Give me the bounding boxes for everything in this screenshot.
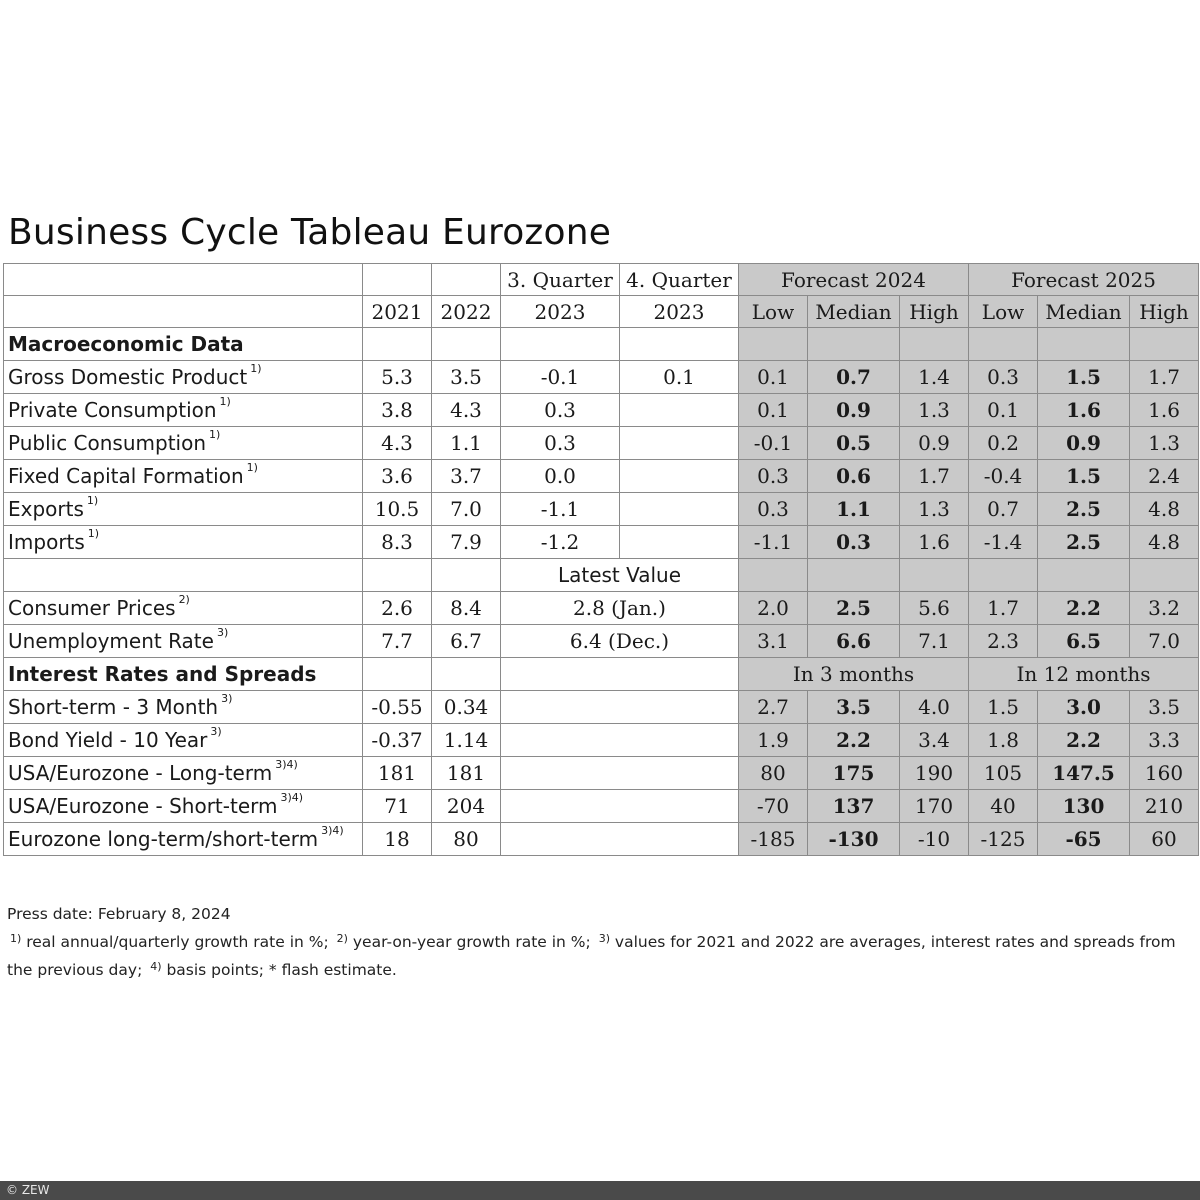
- cell-2021: 3.6: [363, 460, 432, 493]
- cell-q4: [620, 394, 739, 427]
- cell-2021: 8.3: [363, 526, 432, 559]
- cell-2022: 204: [432, 790, 501, 823]
- cell-q3: 0.0: [501, 460, 620, 493]
- cell-f24-low: 3.1: [739, 625, 808, 658]
- table-row: [4, 823, 1199, 856]
- cell-f24-low: 0.3: [739, 493, 808, 526]
- cell-2022: 3.5: [432, 361, 501, 394]
- cell-f24-low: -70: [739, 790, 808, 823]
- cell-f25-low: 1.8: [969, 724, 1038, 757]
- cell-f24-low: 0.1: [739, 394, 808, 427]
- cell-2022: 4.3: [432, 394, 501, 427]
- cell-f24-low: 1.9: [739, 724, 808, 757]
- cell-q4: [620, 427, 739, 460]
- cell-f24-high: 5.6: [900, 592, 969, 625]
- cell-f24-high: 1.4: [900, 361, 969, 394]
- cell-f25-median: 1.5: [1038, 361, 1130, 394]
- cell-2021: 5.3: [363, 361, 432, 394]
- header-f24-median: Median: [808, 296, 900, 328]
- table-row: [4, 592, 1199, 625]
- copyright-bar: © ZEW: [0, 1181, 1200, 1200]
- cell-f24-median: 2.2: [808, 724, 900, 757]
- row-label: Private Consumption $^{1)}$: [4, 394, 363, 427]
- table-row: [4, 691, 1199, 724]
- header-f25-low: Low: [969, 296, 1038, 328]
- header-f24-low: Low: [739, 296, 808, 328]
- cell-f24-low: 0.3: [739, 460, 808, 493]
- business-cycle-table: [3, 263, 1199, 856]
- cell-f25-low: -125: [969, 823, 1038, 856]
- cell-f25-low: 0.3: [969, 361, 1038, 394]
- cell-q4: [620, 460, 739, 493]
- row-label: Fixed Capital Formation $^{1)}$: [4, 460, 363, 493]
- header-2021: 2021: [363, 296, 432, 328]
- cell-2022: 8.4: [432, 592, 501, 625]
- cell-f24-low: 0.1: [739, 361, 808, 394]
- cell-2021: 181: [363, 757, 432, 790]
- cell-f25-low: 0.2: [969, 427, 1038, 460]
- section-row-macro: [4, 328, 1199, 361]
- cell-f25-median: 130: [1038, 790, 1130, 823]
- cell-f24-low: -0.1: [739, 427, 808, 460]
- cell-2022: 6.7: [432, 625, 501, 658]
- header-forecast-2025: Forecast 2025: [969, 264, 1199, 296]
- cell-f25-low: -1.4: [969, 526, 1038, 559]
- cell-f25-median: 147.5: [1038, 757, 1130, 790]
- cell-2022: 0.34: [432, 691, 501, 724]
- cell-f25-low: -0.4: [969, 460, 1038, 493]
- header-corner-2: [4, 296, 363, 328]
- cell-f24-median: 0.3: [808, 526, 900, 559]
- row-label: Short-term - 3 Month $^{3)}$: [4, 691, 363, 724]
- cell-2022: 80: [432, 823, 501, 856]
- cell-f25-low: 0.7: [969, 493, 1038, 526]
- cell-f24-low: -185: [739, 823, 808, 856]
- cell-q3: -1.2: [501, 526, 620, 559]
- cell-q4: 0.1: [620, 361, 739, 394]
- header-q4-top: 4. Quarter: [620, 264, 739, 296]
- header-forecast-2024: Forecast 2024: [739, 264, 969, 296]
- cell-f25-high: 7.0: [1130, 625, 1199, 658]
- footnotes: [7, 900, 1192, 984]
- cell-f24-low: 80: [739, 757, 808, 790]
- row-label: Gross Domestic Product $^{1)}$: [4, 361, 363, 394]
- cell-2022: 181: [432, 757, 501, 790]
- cell-f25-low: 0.1: [969, 394, 1038, 427]
- cell-f24-low: -1.1: [739, 526, 808, 559]
- cell-f25-high: 1.3: [1130, 427, 1199, 460]
- cell-2022: 1.1: [432, 427, 501, 460]
- cell-f24-high: -10: [900, 823, 969, 856]
- row-label: Consumer Prices $^{2)}$: [4, 592, 363, 625]
- cell-latest: 2.8 (Jan.): [501, 592, 739, 625]
- footnote-text: $^{1)}$ real annual/quarterly growth rate in %; $^{2)}$ year-on-year growth rate in %; $^{3)}$ values for 2021 and 2022 are averages, interest rates and spreads from the previous day; $^{4)}$ basis points; * flash estimate.: [7, 932, 1176, 979]
- cell-f24-median: 6.6: [808, 625, 900, 658]
- cell-2021: 3.8: [363, 394, 432, 427]
- cell-f25-high: 1.7: [1130, 361, 1199, 394]
- table-row: [4, 625, 1199, 658]
- cell-2021: 4.3: [363, 427, 432, 460]
- header-q3-top: 3. Quarter: [501, 264, 620, 296]
- latest-value-header: Latest Value: [501, 559, 739, 592]
- cell-2021: -0.37: [363, 724, 432, 757]
- section-title-rates: Interest Rates and Spreads: [4, 658, 363, 691]
- cell-f24-high: 190: [900, 757, 969, 790]
- cell-f24-median: 137: [808, 790, 900, 823]
- cell-f24-median: 0.5: [808, 427, 900, 460]
- cell-f24-high: 7.1: [900, 625, 969, 658]
- section-title-macro: Macroeconomic Data: [4, 328, 363, 361]
- cell-f25-high: 1.6: [1130, 394, 1199, 427]
- table-row: [4, 790, 1199, 823]
- cell-f25-high: 2.4: [1130, 460, 1199, 493]
- header-q3-year: 2023: [501, 296, 620, 328]
- cell-q4: [620, 526, 739, 559]
- header-row-2: [4, 296, 1199, 328]
- cell-f25-high: 210: [1130, 790, 1199, 823]
- cell-q3: -0.1: [501, 361, 620, 394]
- press-date: Press date: February 8, 2024: [7, 905, 231, 923]
- header-2022: 2022: [432, 296, 501, 328]
- table-row: [4, 427, 1199, 460]
- header-in-12-months: In 12 months: [969, 658, 1199, 691]
- cell-2021: 71: [363, 790, 432, 823]
- cell-f24-median: 0.7: [808, 361, 900, 394]
- cell-f24-median: 2.5: [808, 592, 900, 625]
- cell-q3: -1.1: [501, 493, 620, 526]
- cell-f25-high: 60: [1130, 823, 1199, 856]
- cell-f25-median: 2.2: [1038, 592, 1130, 625]
- header-f25-median: Median: [1038, 296, 1130, 328]
- cell-f25-low: 40: [969, 790, 1038, 823]
- cell-2021: 7.7: [363, 625, 432, 658]
- cell-f25-median: 6.5: [1038, 625, 1130, 658]
- header-f24-high: High: [900, 296, 969, 328]
- cell-f25-median: 1.5: [1038, 460, 1130, 493]
- cell-f24-high: 4.0: [900, 691, 969, 724]
- cell-f25-low: 105: [969, 757, 1038, 790]
- table-row: [4, 757, 1199, 790]
- cell-f24-high: 1.3: [900, 394, 969, 427]
- cell-f24-median: 0.6: [808, 460, 900, 493]
- cell-2022: 7.0: [432, 493, 501, 526]
- header-in-3-months: In 3 months: [739, 658, 969, 691]
- cell-f25-median: 2.5: [1038, 493, 1130, 526]
- cell-f24-high: 3.4: [900, 724, 969, 757]
- cell-f25-median: -65: [1038, 823, 1130, 856]
- cell-2021: -0.55: [363, 691, 432, 724]
- cell-2021: 2.6: [363, 592, 432, 625]
- latest-value-row: [4, 559, 1199, 592]
- cell-f25-median: 0.9: [1038, 427, 1130, 460]
- row-label: Unemployment Rate $^{3)}$: [4, 625, 363, 658]
- cell-f24-high: 170: [900, 790, 969, 823]
- cell-latest: 6.4 (Dec.): [501, 625, 739, 658]
- header-q4-year: 2023: [620, 296, 739, 328]
- row-label: USA/Eurozone - Short-term $^{3)4)}$: [4, 790, 363, 823]
- cell-f24-median: 0.9: [808, 394, 900, 427]
- row-label: Bond Yield - 10 Year $^{3)}$: [4, 724, 363, 757]
- cell-f25-high: 4.8: [1130, 493, 1199, 526]
- cell-f25-high: 160: [1130, 757, 1199, 790]
- header-corner-1: [4, 264, 363, 296]
- cell-f24-median: 3.5: [808, 691, 900, 724]
- cell-f25-median: 2.2: [1038, 724, 1130, 757]
- cell-f24-high: 0.9: [900, 427, 969, 460]
- table-row: [4, 460, 1199, 493]
- cell-f24-median: 1.1: [808, 493, 900, 526]
- cell-f24-low: 2.7: [739, 691, 808, 724]
- cell-f24-median: 175: [808, 757, 900, 790]
- header-row-1: [4, 264, 1199, 296]
- row-label: Exports $^{1)}$: [4, 493, 363, 526]
- header-f25-high: High: [1130, 296, 1199, 328]
- cell-f24-high: 1.3: [900, 493, 969, 526]
- row-label: Imports $^{1)}$: [4, 526, 363, 559]
- cell-f25-median: 1.6: [1038, 394, 1130, 427]
- row-label: USA/Eurozone - Long-term $^{3)4)}$: [4, 757, 363, 790]
- table-row: [4, 526, 1199, 559]
- page-title: Business Cycle Tableau Eurozone: [8, 212, 612, 253]
- cell-2022: 7.9: [432, 526, 501, 559]
- cell-2021: 18: [363, 823, 432, 856]
- cell-f25-low: 1.7: [969, 592, 1038, 625]
- cell-f24-median: -130: [808, 823, 900, 856]
- cell-f25-high: 3.3: [1130, 724, 1199, 757]
- table-row: [4, 724, 1199, 757]
- cell-2021: 10.5: [363, 493, 432, 526]
- cell-f24-high: 1.7: [900, 460, 969, 493]
- table-row: [4, 394, 1199, 427]
- cell-f25-median: 2.5: [1038, 526, 1130, 559]
- cell-q4: [620, 493, 739, 526]
- table-row: [4, 493, 1199, 526]
- cell-f25-high: 3.5: [1130, 691, 1199, 724]
- cell-q3: 0.3: [501, 394, 620, 427]
- cell-f25-high: 4.8: [1130, 526, 1199, 559]
- row-label: Eurozone long-term/short-term $^{3)4)}$: [4, 823, 363, 856]
- cell-f25-high: 3.2: [1130, 592, 1199, 625]
- cell-q3: 0.3: [501, 427, 620, 460]
- cell-f24-high: 1.6: [900, 526, 969, 559]
- cell-f25-low: 2.3: [969, 625, 1038, 658]
- section-row-rates: [4, 658, 1199, 691]
- cell-f25-median: 3.0: [1038, 691, 1130, 724]
- table-row: [4, 361, 1199, 394]
- cell-f24-low: 2.0: [739, 592, 808, 625]
- cell-2022: 1.14: [432, 724, 501, 757]
- row-label: Public Consumption $^{1)}$: [4, 427, 363, 460]
- cell-2022: 3.7: [432, 460, 501, 493]
- cell-f25-low: 1.5: [969, 691, 1038, 724]
